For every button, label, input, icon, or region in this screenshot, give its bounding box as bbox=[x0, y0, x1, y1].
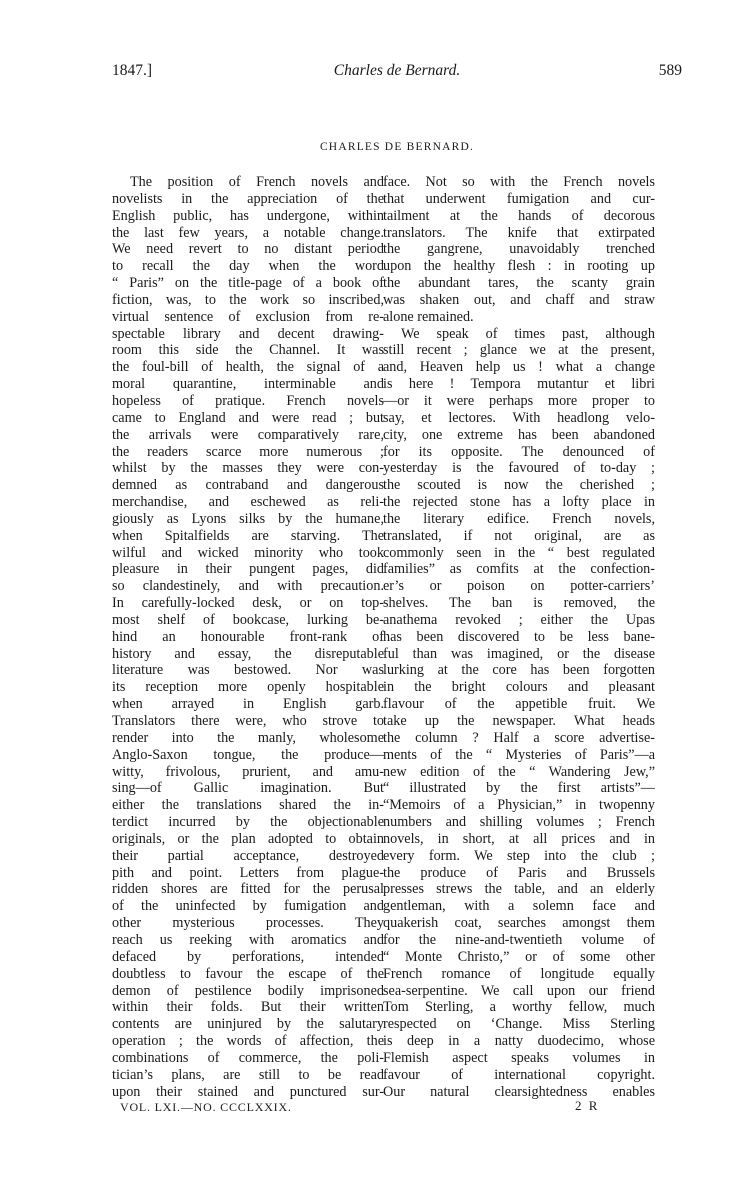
text-line: wilful and wicked minority who took bbox=[112, 544, 384, 561]
text-line: is deep in a natty duodecimo, whose bbox=[383, 1033, 655, 1050]
right-column bbox=[383, 174, 655, 1100]
text-line: and, Heaven help us ! what a change bbox=[383, 359, 655, 376]
text-line: render into the manly, wholesome bbox=[112, 729, 384, 746]
text-line: combinations of commerce, the poli- bbox=[112, 1049, 384, 1066]
text-line: witty, frivolous, prurient, and amu- bbox=[112, 763, 384, 780]
text-line: upon their stained and punctured sur- bbox=[112, 1083, 384, 1100]
text-line: within their folds. But their written bbox=[112, 999, 384, 1016]
text-line: is here ! Tempora mutantur et libri bbox=[383, 376, 655, 393]
text-line: hind an honourable front-rank of bbox=[112, 628, 384, 645]
text-line: say, et lectores. With headlong velo- bbox=[383, 409, 655, 426]
text-line: reach us reeking with aromatics and bbox=[112, 931, 384, 948]
text-line: yesterday is the favoured of to-day ; bbox=[383, 460, 655, 477]
text-line: favour of international copyright. bbox=[383, 1066, 655, 1083]
text-line: still recent ; glance we at the present, bbox=[383, 342, 655, 359]
text-line: ridden shores are fitted for the perusal bbox=[112, 881, 384, 898]
text-line: giously as Lyons silks by the humane, bbox=[112, 510, 384, 527]
text-line: the foul-bill of health, the signal of a bbox=[112, 359, 384, 376]
text-line: presses strews the table, and an elderly bbox=[383, 881, 655, 898]
text-line: for the nine-and-twentieth volume of bbox=[383, 931, 655, 948]
text-line: We speak of times past, although bbox=[401, 325, 655, 342]
text-line: demned as contraband and dangerous bbox=[112, 477, 384, 494]
text-line: English public, has undergone, within bbox=[112, 207, 384, 224]
text-line: defaced by perforations, intended bbox=[112, 948, 384, 965]
text-line: Tom Sterling, a worthy fellow, much bbox=[383, 999, 655, 1016]
text-line: was shaken out, and chaff and straw bbox=[383, 291, 655, 308]
text-line: spectable library and decent drawing- bbox=[112, 325, 384, 342]
text-line: either the translations shared the in- bbox=[112, 797, 384, 814]
page-number: 589 bbox=[658, 62, 682, 79]
header-year: 1847.] bbox=[112, 62, 153, 79]
text-line: numbers and shilling volumes ; French bbox=[383, 814, 655, 831]
text-line: whilst by the masses they were con- bbox=[112, 460, 384, 477]
text-line: the gangrene, unavoidably trenched bbox=[383, 241, 655, 258]
text-line: the arrivals were comparatively rare, bbox=[112, 426, 384, 443]
text-line: contents are uninjured by the salutary bbox=[112, 1016, 384, 1033]
text-line: quakerish coat, searches amongst them bbox=[383, 915, 655, 932]
text-line: virtual sentence of exclusion from re- bbox=[112, 308, 384, 325]
text-line: pleasure in their pungent pages, did bbox=[112, 561, 384, 578]
text-line: take up the newspaper. What heads bbox=[383, 713, 655, 729]
text-line: hopeless of pratique. French novels bbox=[112, 392, 384, 409]
text-line: so clandestinely, and with precaution. bbox=[112, 578, 384, 595]
text-line: lurking at the core has been forgotten bbox=[383, 662, 655, 679]
text-line: Flemish aspect speaks volumes in bbox=[383, 1049, 655, 1066]
text-line: the readers scarce more numerous ; bbox=[112, 443, 384, 460]
text-line: “Memoirs of a Physician,” in twopenny bbox=[383, 797, 655, 814]
text-line: other mysterious processes. They bbox=[112, 915, 384, 932]
text-line: the literary edifice. French novels, bbox=[383, 510, 655, 527]
text-line: In carefully-locked desk, or on top- bbox=[112, 595, 384, 612]
text-line: its reception more openly hospitable bbox=[112, 679, 384, 696]
text-line: fiction, was, to the work so inscribed, bbox=[112, 291, 384, 308]
text-line: translators. The knife that extirpated bbox=[383, 224, 655, 241]
text-line: —or it were perhaps more proper to bbox=[383, 392, 655, 409]
text-line: the rejected stone has a lofty place in bbox=[383, 494, 655, 511]
text-line: the scouted is now the cherished ; bbox=[383, 477, 655, 494]
text-line: doubtless to favour the escape of the bbox=[112, 965, 384, 982]
text-line: ful than was imagined, or the disease bbox=[383, 645, 655, 662]
text-line: Translators there were, who strove to bbox=[112, 713, 384, 729]
text-line: pith and point. Letters from plague- bbox=[112, 864, 384, 881]
left-column bbox=[112, 174, 384, 1100]
text-line: We need revert to no distant period bbox=[112, 241, 384, 258]
text-line: “ Monte Christo,” or of some other bbox=[383, 948, 655, 965]
text-line: that underwent fumigation and cur- bbox=[383, 190, 655, 207]
text-line: for its opposite. The denounced of bbox=[383, 443, 655, 460]
text-line: tician’s plans, are still to be read bbox=[112, 1066, 384, 1083]
text-line: translated, if not original, are as bbox=[383, 527, 655, 544]
header-running-title: Charles de Bernard. bbox=[333, 62, 461, 79]
text-line: of the uninfected by fumigation and bbox=[112, 898, 384, 915]
text-line: French romance of longitude equally bbox=[383, 965, 655, 982]
text-line: has been discovered to be less bane- bbox=[383, 628, 655, 645]
text-line: sea-serpentine. We call upon our friend bbox=[383, 982, 655, 999]
text-line: sing—of Gallic imagination. But bbox=[112, 780, 384, 797]
text-line: city, one extreme has been abandoned bbox=[383, 426, 655, 443]
text-line: flavour of the appetible fruit. We bbox=[383, 696, 655, 713]
text-line: gentleman, with a solemn face and bbox=[383, 898, 655, 915]
text-line: “ illustrated by the first artists”— bbox=[383, 780, 655, 797]
article-title: CHARLES DE BERNARD. bbox=[319, 141, 475, 153]
text-line: operation ; the words of affection, the bbox=[112, 1033, 384, 1050]
text-line: moral quarantine, interminable and bbox=[112, 376, 384, 393]
text-line: The position of French novels and bbox=[130, 174, 384, 190]
text-line: the abundant tares, the scanty grain bbox=[383, 275, 655, 292]
text-line: the column ? Half a score advertise- bbox=[383, 729, 655, 746]
text-line: families” as comfits at the confection- bbox=[383, 561, 655, 578]
text-line: anathema revoked ; either the Upas bbox=[383, 611, 655, 628]
text-line: demon of pestilence bodily imprisoned bbox=[112, 982, 384, 999]
text-line: Our natural clearsightedness enables bbox=[383, 1083, 655, 1100]
text-line: their partial acceptance, destroyed bbox=[112, 847, 384, 864]
text-line: when Spitalfields are starving. The bbox=[112, 527, 384, 544]
text-line: er’s or poison on potter-carriers’ bbox=[383, 578, 655, 595]
text-line: literature was bestowed. Nor was bbox=[112, 662, 384, 679]
text-line: commonly seen in the “ best regulated bbox=[383, 544, 655, 561]
text-line: “ Paris” on the title-page of a book of bbox=[112, 275, 384, 292]
text-line: shelves. The ban is removed, the bbox=[383, 595, 655, 612]
text-line: respected on ‘Change. Miss Sterling bbox=[383, 1016, 655, 1033]
signature-mark: 2 R bbox=[575, 1098, 600, 1113]
text-line: the produce of Paris and Brussels bbox=[383, 864, 655, 881]
text-line: face. Not so with the French novels bbox=[383, 174, 655, 190]
text-line: to recall the day when the word bbox=[112, 258, 384, 275]
text-line: came to England and were read ; but bbox=[112, 409, 384, 426]
text-line: when arrayed in English garb. bbox=[112, 696, 384, 713]
volume-footer: VOL. LXI.—NO. CCCLXXIX. bbox=[120, 1100, 292, 1114]
text-line: history and essay, the disreputable bbox=[112, 645, 384, 662]
text-line: novels, in short, at all prices and in bbox=[383, 830, 655, 847]
text-line: alone remained. bbox=[383, 308, 474, 325]
running-header bbox=[112, 62, 682, 84]
text-line: Anglo-Saxon tongue, the produce— bbox=[112, 746, 384, 763]
text-line: ments of the “ Mysteries of Paris”—a bbox=[383, 746, 655, 763]
text-line: originals, or the plan adopted to obtain bbox=[112, 830, 384, 847]
text-line: terdict incurred by the objectionable bbox=[112, 814, 384, 831]
text-line: new edition of the “ Wandering Jew,” bbox=[383, 763, 655, 780]
text-line: the last few years, a notable change. bbox=[112, 224, 384, 241]
text-line: most shelf of bookcase, lurking be- bbox=[112, 611, 384, 628]
text-line: novelists in the appreciation of the bbox=[112, 190, 384, 207]
text-line: room this side the Channel. It was bbox=[112, 342, 384, 359]
text-line: merchandise, and eschewed as reli- bbox=[112, 494, 384, 511]
text-line: upon the healthy flesh : in rooting up bbox=[383, 258, 655, 275]
text-line: in the bright colours and pleasant bbox=[383, 679, 655, 696]
text-line: every form. We step into the club ; bbox=[383, 847, 655, 864]
text-line: tailment at the hands of decorous bbox=[383, 207, 655, 224]
